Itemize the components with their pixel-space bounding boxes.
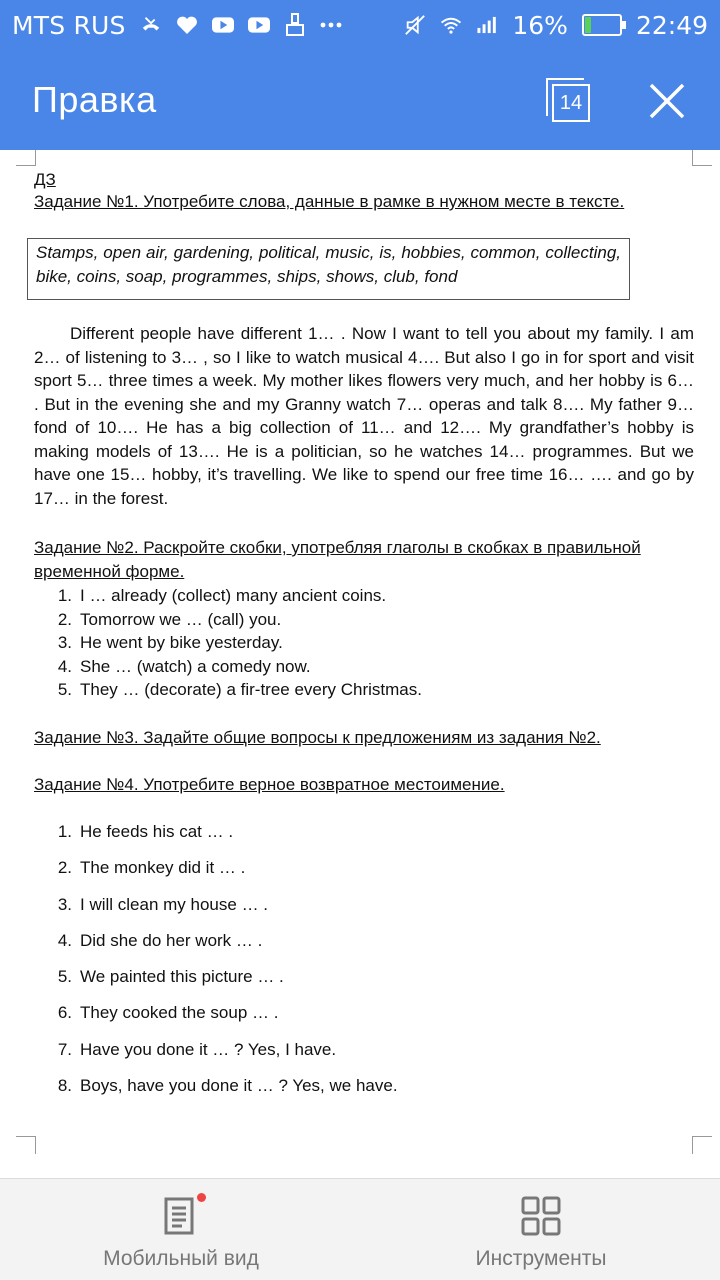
mobile-view-label: Мобильный вид <box>103 1247 259 1270</box>
youtube-icon <box>248 14 270 36</box>
status-bar <box>0 0 720 50</box>
word-box: Stamps, open air, gardening, political, music, is, hobbies, common, collecting, bike, coins, soap, programmes, ships, shows, club, fond <box>27 238 630 300</box>
missed-call-icon <box>140 14 162 36</box>
list-item: 4. She … (watch) a comedy now. <box>57 656 311 676</box>
list-item: 3. I will clean my house … . <box>57 894 269 914</box>
page-title: Правка <box>32 79 157 120</box>
close-button[interactable] <box>648 82 686 120</box>
system-status <box>404 11 708 40</box>
mobile-view-icon <box>162 1195 200 1237</box>
page-corner-mark <box>16 150 36 166</box>
mute-icon <box>404 14 426 36</box>
notification-icons <box>140 14 342 36</box>
page-count: 14 <box>552 84 590 122</box>
tools-button[interactable] <box>420 1179 662 1280</box>
document-heading: ДЗ <box>34 170 56 189</box>
task3-title: Задание №3. Задайте общие вопросы к предложениям из задания №2. <box>34 728 601 747</box>
cleaner-icon <box>284 14 306 36</box>
bottom-toolbar <box>0 1178 720 1280</box>
list-item: 7. Have you done it … ? Yes, I have. <box>57 1039 337 1059</box>
battery-level <box>585 17 591 33</box>
task4-list <box>34 820 694 1110</box>
tools-label: Инструменты <box>475 1247 607 1270</box>
task2-title: Задание №2. Раскройте скобки, употребляя глаголы в скобках в правильной временной форме. <box>34 538 641 581</box>
list-item: 5. We painted this picture … . <box>57 967 284 987</box>
grid-icon <box>520 1195 562 1237</box>
document-page[interactable] <box>0 150 720 1178</box>
task2-list <box>34 584 694 702</box>
signal-icon <box>476 14 498 36</box>
app-bar <box>0 50 720 150</box>
list-item: 6. They cooked the soup … . <box>57 1003 279 1023</box>
list-item: 3. He went by bike yesterday. <box>57 633 283 652</box>
list-item: 2. Tomorrow we … (call) you. <box>57 609 282 629</box>
wifi-icon <box>440 14 462 36</box>
list-item: 1. He feeds his cat … . <box>57 822 234 841</box>
youtube-icon <box>212 14 234 36</box>
carrier-name: MTS RUS <box>12 10 126 40</box>
close-icon <box>648 82 686 120</box>
page-corner-mark <box>692 1136 712 1154</box>
more-dots-icon <box>320 14 342 36</box>
clock: 22:49 <box>635 10 708 40</box>
mobile-view-button[interactable] <box>60 1179 302 1280</box>
page-corner-mark <box>692 150 712 166</box>
notification-dot <box>197 1193 206 1202</box>
task1-paragraph: Different people have different 1… . Now I want to tell you about my family. I am 2… of listening to 3… , so I like to watch musical 4…. But also I go in for sport and visit sport 5… three times a week. My mother likes flowers very much, and her hobby is 6… . But in the evening she and my Granny watch 7… operas and talk 8…. My father 9… fond of 10…. He has a big collection of 11… and 12…. My grandfather’s hobby is making models of 13…. He is a politician, so he watches 14… programmes. But we have one 15… hobby, it’s travelling. We like to spend our free time 16… …. and go by 17… in the forest. <box>34 324 694 508</box>
list-item: 4. Did she do her work … . <box>57 930 263 950</box>
battery-percent: 16% <box>512 10 568 40</box>
page-count-button[interactable] <box>546 78 590 122</box>
list-item: 5. They … (decorate) a fir-tree every Christmas. <box>57 680 422 699</box>
battery-charging-icon <box>582 14 622 36</box>
heart-icon <box>176 14 198 36</box>
task1-title: Задание №1. Употребите слова, данные в рамке в нужном месте в тексте. <box>34 192 625 211</box>
list-item: 8. Boys, have you done it … ? Yes, we have. <box>57 1076 398 1096</box>
task4-title: Задание №4. Употребите верное возвратное местоимение. <box>34 775 505 794</box>
list-item: 1. I … already (collect) many ancient coins. <box>57 586 387 605</box>
page-corner-mark <box>16 1136 36 1154</box>
list-item: 2. The monkey did it … . <box>57 858 246 878</box>
